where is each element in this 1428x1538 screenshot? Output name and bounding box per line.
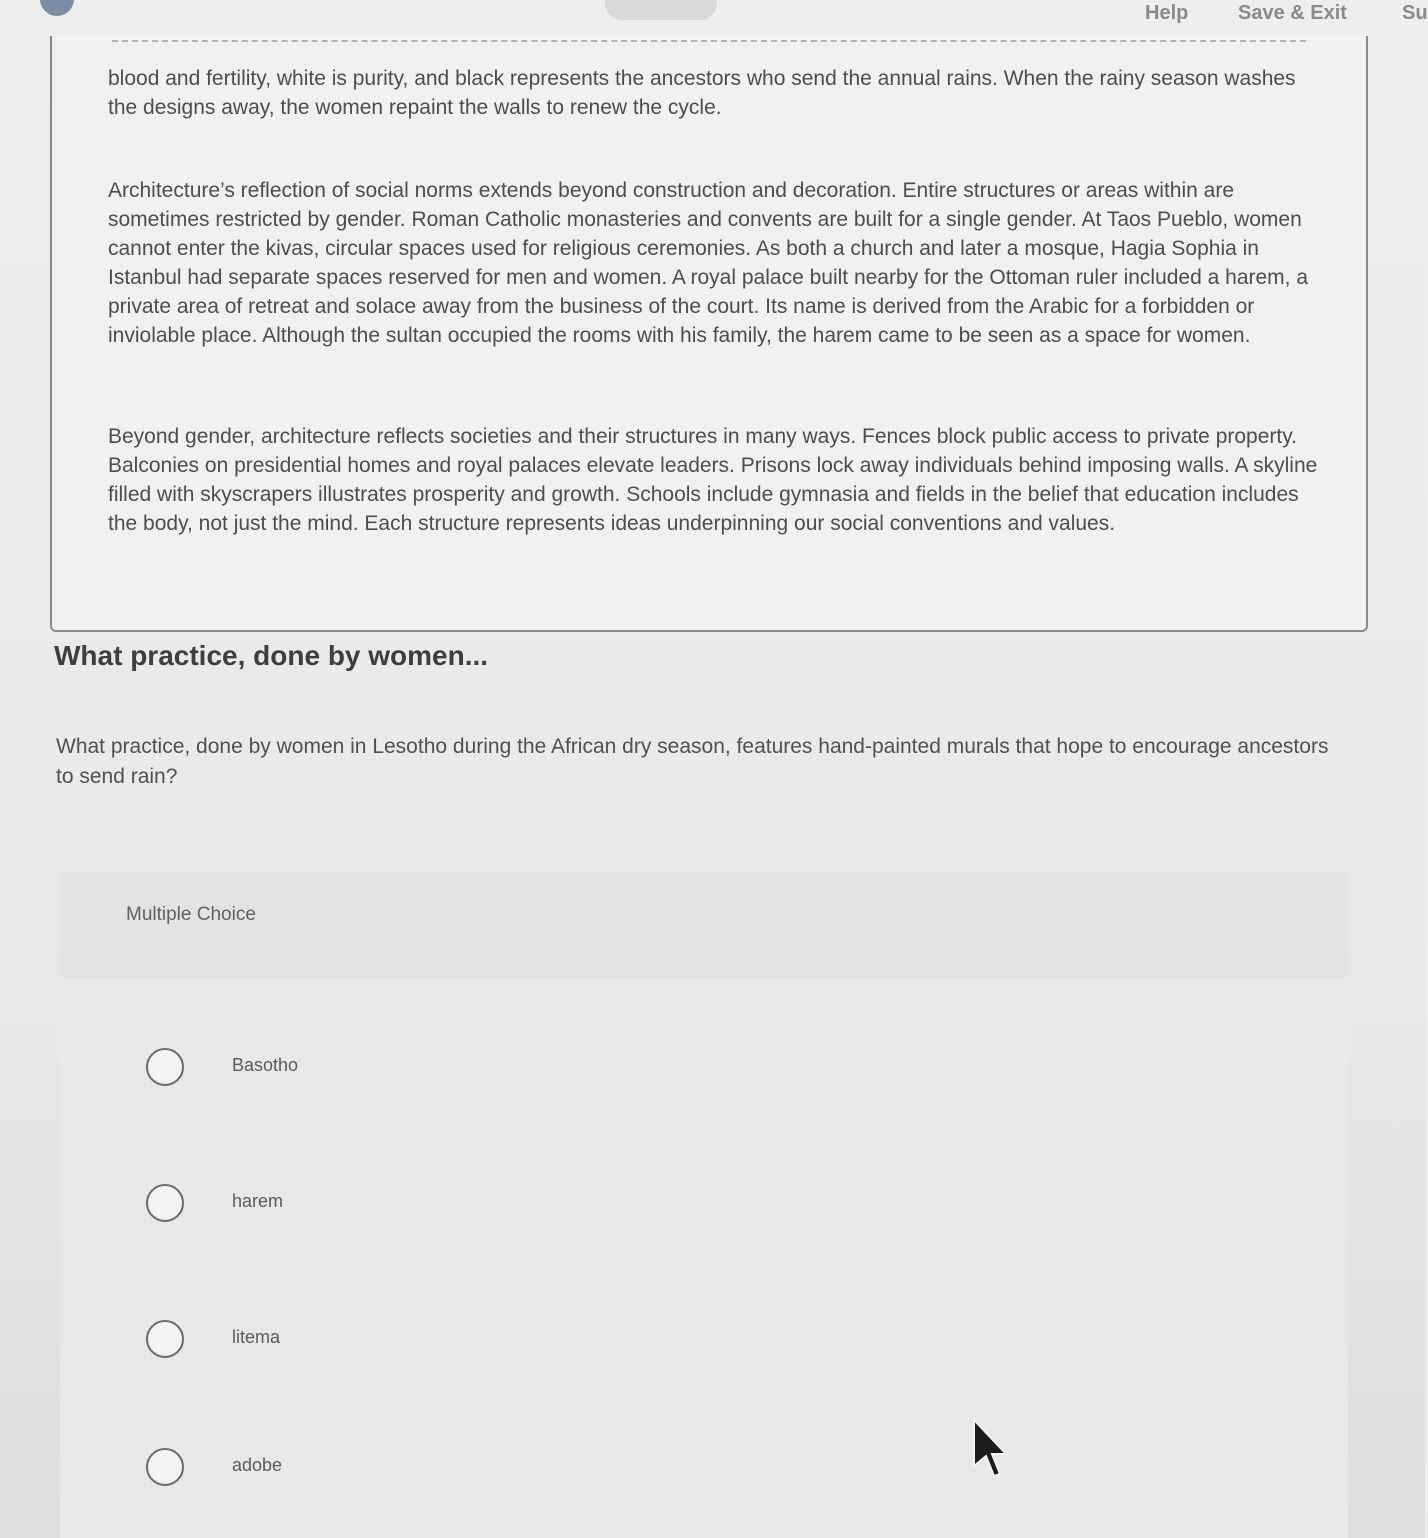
- option-label: Basotho: [232, 1055, 299, 1075]
- answer-option-litema[interactable]: [146, 1310, 1296, 1370]
- question-type-label: Multiple Choice: [126, 904, 256, 925]
- answer-option-basotho[interactable]: [146, 1038, 1296, 1098]
- question-text: What practice, done by women in Lesotho during the African dry season, features hand-painted murals that hope to encourage ancestors to send rain?: [56, 735, 1329, 788]
- passage-paragraph: blood and fertility, white is purity, and black represents the ancestors who send the annual rains. When the rainy season washes the designs away, the women repaint the walls to renew the cycle.: [108, 67, 1296, 119]
- option-label: adobe: [232, 1455, 283, 1475]
- nav-circle-icon[interactable]: [40, 0, 74, 16]
- top-bar: [0, 0, 1428, 34]
- option-label: harem: [232, 1191, 284, 1211]
- multiple-choice-header: [60, 872, 1348, 978]
- radio-button-icon[interactable]: [146, 1320, 184, 1358]
- passage-paragraph: Architecture’s reflection of social norms extends beyond construction and decoration. Entire structures or areas within are sometimes restricted by gender. Roman Catholic monasteries and convents are built for a single gender. At Taos Pueblo, women cannot enter the kivas, circular spaces used for religious ceremonies. As both a church and later a mosque, Hagia Sophia in Istanbul had separate spaces reserved for men and women. A royal palace built nearby for the Ottoman ruler included a harem, a private area of retreat and solace away from the business of the court. Its name is derived from the Arabic for a forbidden or inviolable place. Although the sultan occupied the rooms with his family, the harem came to be seen as a space for women.: [108, 179, 1309, 347]
- submit-link[interactable]: Su: [1402, 2, 1428, 24]
- help-link[interactable]: Help: [1145, 2, 1189, 24]
- save-exit-link[interactable]: Save & Exit: [1238, 2, 1347, 24]
- status-pill: [605, 0, 717, 20]
- multiple-choice-box: [60, 872, 1348, 1538]
- mouse-pointer-icon: [970, 1418, 1010, 1478]
- question-title: What practice, done by women...: [54, 640, 489, 671]
- passage-paragraph: Beyond gender, architecture reflects societies and their structures in many ways. Fences block public access to private property. Balconies on presidential homes and royal palaces elevate leaders. Prisons lock away individuals behind imposing walls. A skyline filled with skyscrapers illustrates prosperity and growth. Schools include gymnasia and fields in the belief that education includes the body, not just the mind. Each structure represents ideas underpinning our social conventions and values.: [108, 425, 1318, 535]
- radio-button-icon[interactable]: [146, 1184, 184, 1222]
- answer-option-adobe[interactable]: [146, 1438, 1296, 1498]
- option-label: litema: [232, 1327, 281, 1347]
- clipped-text-line: [112, 40, 1306, 44]
- answer-option-harem[interactable]: [146, 1174, 1296, 1234]
- reading-passage: [50, 36, 1368, 632]
- radio-button-icon[interactable]: [146, 1448, 184, 1486]
- radio-button-icon[interactable]: [146, 1048, 184, 1086]
